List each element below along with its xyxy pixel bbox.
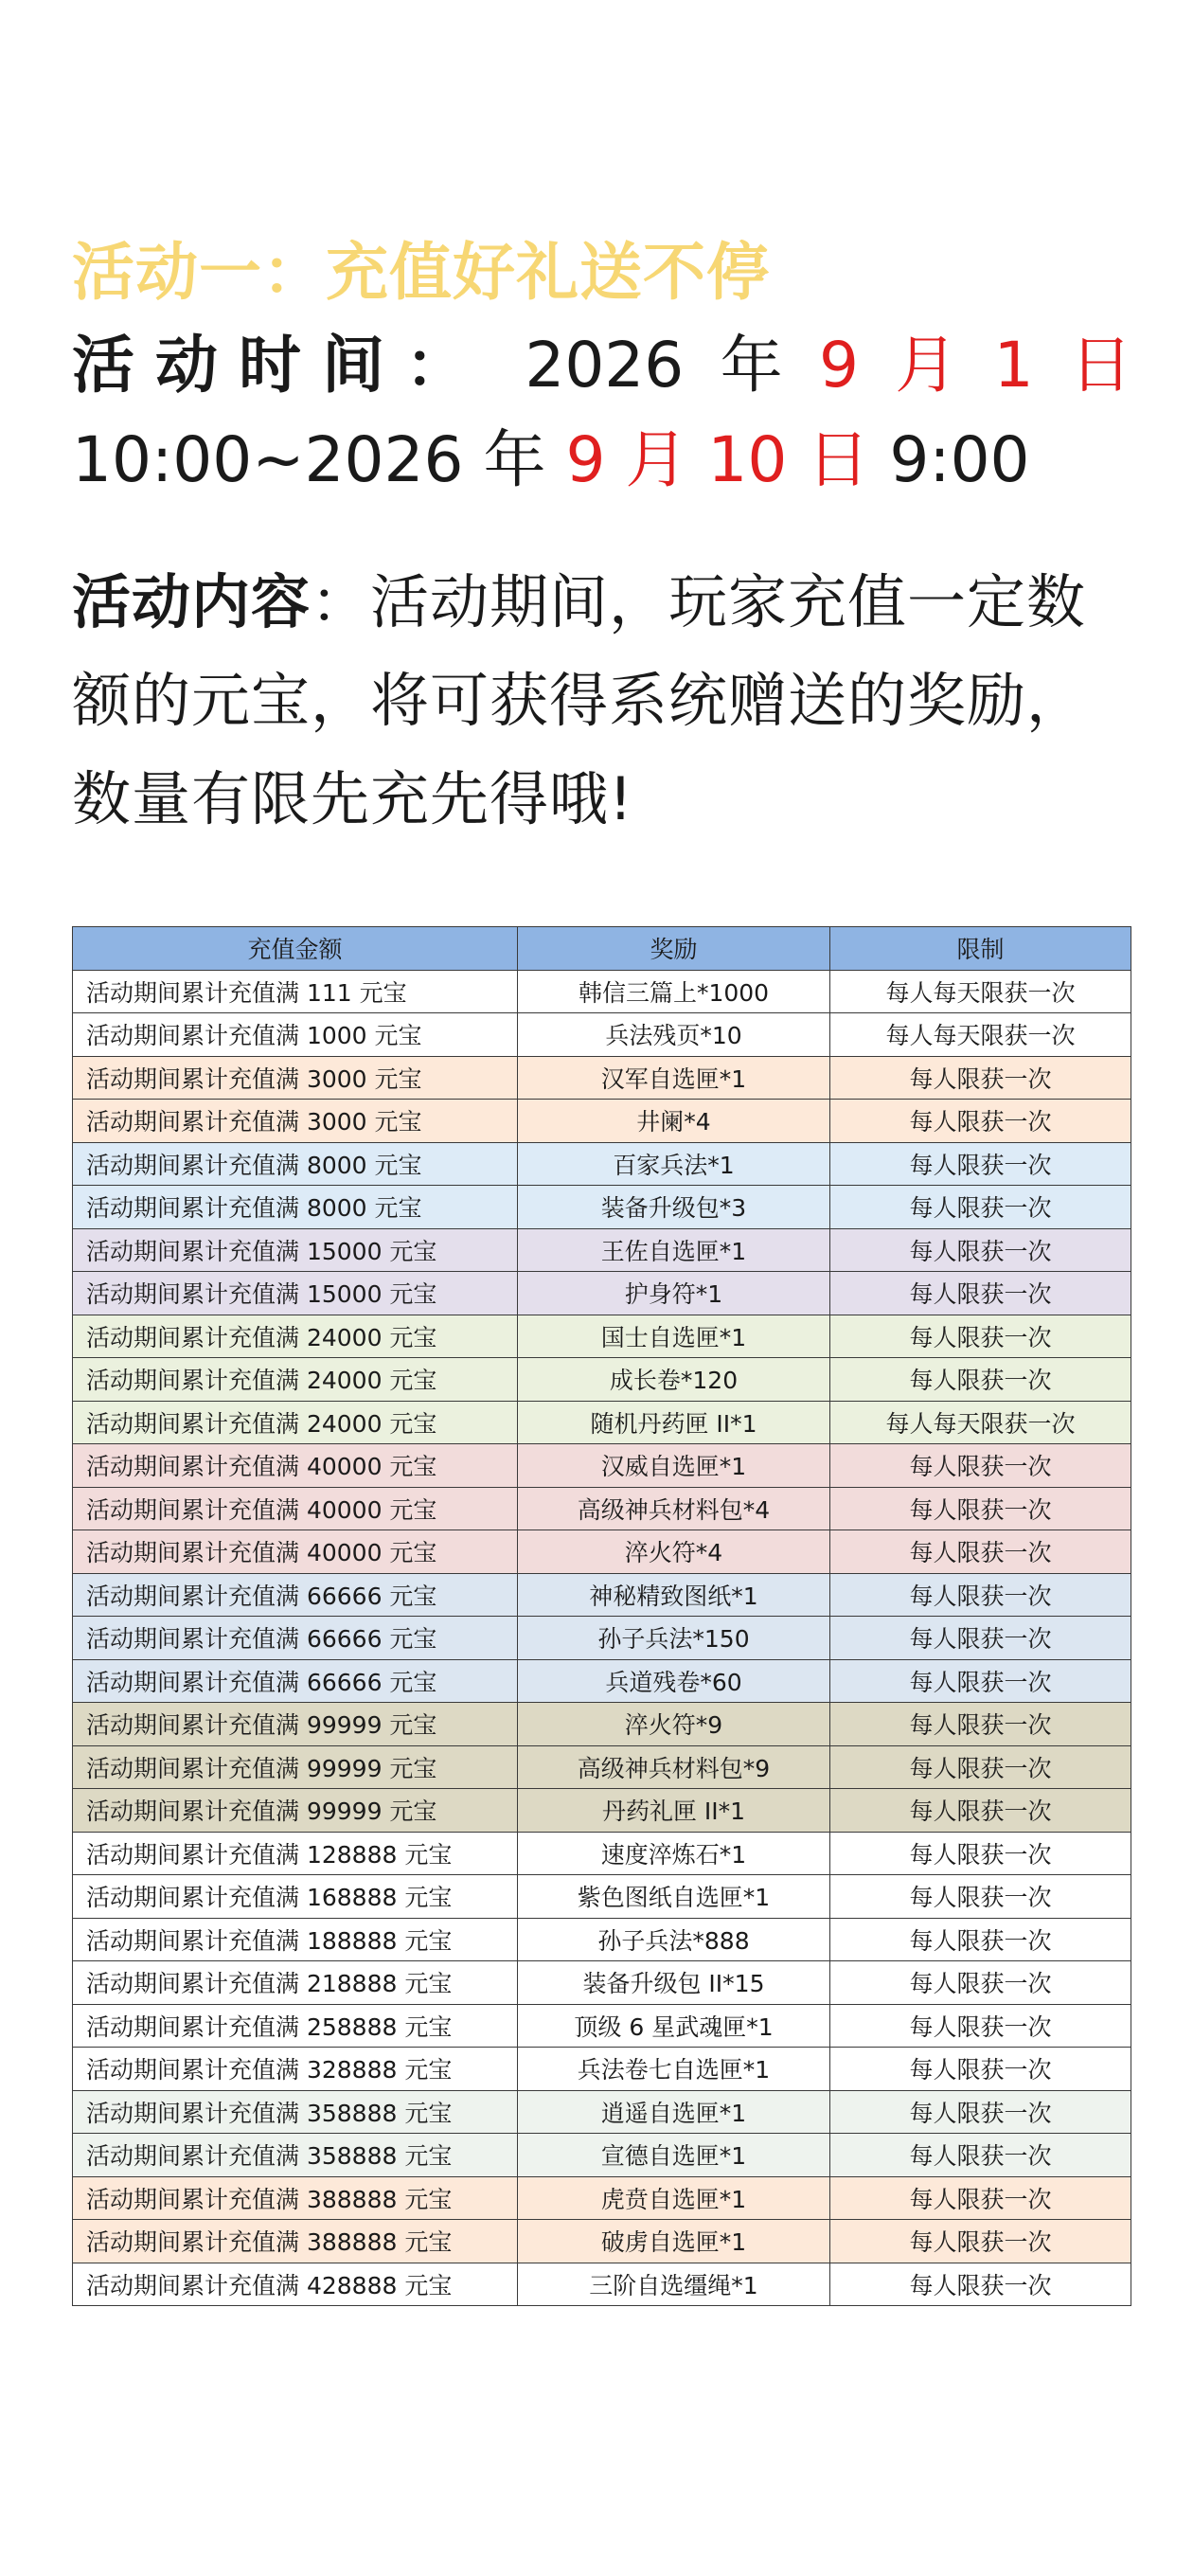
reward-cell: 三阶自选缰绳*1: [518, 2263, 830, 2306]
amount-cell: 活动期间累计充值满 66666 元宝: [73, 1617, 518, 1660]
amount-cell: 活动期间累计充值满 99999 元宝: [73, 1703, 518, 1746]
table-header-row: [73, 927, 1131, 971]
limit-cell: 每人限获一次: [830, 1186, 1131, 1229]
table-row: [73, 1530, 1131, 1574]
reward-cell: 顶级 6 星武魂匣*1: [518, 2004, 830, 2048]
limit-cell: 每人限获一次: [830, 1789, 1131, 1833]
table-row: [73, 1142, 1131, 1186]
reward-cell: 高级神兵材料包*9: [518, 1745, 830, 1789]
event-info: [72, 227, 1132, 849]
table-row: [73, 1444, 1131, 1488]
table-row: [73, 1186, 1131, 1229]
reward-cell: 韩信三篇上*1000: [518, 970, 830, 1013]
table-row: [73, 1401, 1131, 1444]
amount-cell: 活动期间累计充值满 24000 元宝: [73, 1315, 518, 1358]
event-time-month: 9: [818, 329, 859, 402]
amount-cell: 活动期间累计充值满 15000 元宝: [73, 1272, 518, 1315]
table-row: [73, 2048, 1131, 2091]
reward-cell: 装备升级包 II*15: [518, 1961, 830, 2005]
header-reward: 奖励: [518, 927, 830, 971]
table-row: [73, 2263, 1131, 2306]
reward-cell: 神秘精致图纸*1: [518, 1573, 830, 1617]
limit-cell: 每人限获一次: [830, 1358, 1131, 1402]
table-row: [73, 2004, 1131, 2048]
reward-cell: 淬火符*9: [518, 1703, 830, 1746]
reward-cell: 孙子兵法*150: [518, 1617, 830, 1660]
event-time-day: 1: [993, 329, 1034, 402]
limit-cell: 每人限获一次: [830, 1659, 1131, 1703]
event-title: 活动一：充值好礼送不停: [72, 236, 770, 309]
event-time-yue: 月: [895, 329, 958, 402]
header-limit: 限制: [830, 927, 1131, 971]
reward-cell: 兵道残卷*60: [518, 1659, 830, 1703]
amount-cell: 活动期间累计充值满 3000 元宝: [73, 1056, 518, 1100]
limit-cell: 每人限获一次: [830, 1315, 1131, 1358]
table-row: [73, 2176, 1131, 2220]
amount-cell: 活动期间累计充值满 428888 元宝: [73, 2263, 518, 2306]
event-content-label: 活动内容: [72, 567, 312, 636]
table-row: [73, 1745, 1131, 1789]
reward-cell: 孙子兵法*888: [518, 1918, 830, 1961]
event-time-end: 9:00: [869, 423, 1030, 496]
event-time-line2: [72, 413, 1132, 508]
reward-cell: 护身符*1: [518, 1272, 830, 1315]
reward-table: [72, 926, 1131, 2306]
header-amount: 充值金额: [73, 927, 518, 971]
reward-cell: 百家兵法*1: [518, 1142, 830, 1186]
limit-cell: 每人限获一次: [830, 1530, 1131, 1574]
event-time-end-date: 9 月 10 日: [565, 423, 870, 496]
limit-cell: 每人每天限获一次: [830, 970, 1131, 1013]
table-row: [73, 1659, 1131, 1703]
amount-cell: 活动期间累计充值满 111 元宝: [73, 970, 518, 1013]
limit-cell: 每人每天限获一次: [830, 1401, 1131, 1444]
amount-cell: 活动期间累计充值满 1000 元宝: [73, 1013, 518, 1057]
reward-cell: 紫色图纸自选匣*1: [518, 1875, 830, 1919]
reward-cell: 汉军自选匣*1: [518, 1056, 830, 1100]
amount-cell: 活动期间累计充值满 40000 元宝: [73, 1530, 518, 1574]
limit-cell: 每人限获一次: [830, 1573, 1131, 1617]
limit-cell: 每人限获一次: [830, 1745, 1131, 1789]
table-row: [73, 970, 1131, 1013]
table-row: [73, 1100, 1131, 1143]
amount-cell: 活动期间累计充值满 66666 元宝: [73, 1573, 518, 1617]
amount-cell: 活动期间累计充值满 24000 元宝: [73, 1358, 518, 1402]
limit-cell: 每人限获一次: [830, 1703, 1131, 1746]
table-row: [73, 2090, 1131, 2134]
amount-cell: 活动期间累计充值满 40000 元宝: [73, 1444, 518, 1488]
limit-cell: 每人限获一次: [830, 1961, 1131, 2005]
event-content: [72, 553, 1132, 849]
limit-cell: 每人限获一次: [830, 1617, 1131, 1660]
table-row: [73, 1228, 1131, 1272]
table-row: [73, 1789, 1131, 1833]
event-time-start: 10:00~2026 年: [72, 423, 566, 496]
limit-cell: 每人限获一次: [830, 2090, 1131, 2134]
reward-cell: 丹药礼匣 II*1: [518, 1789, 830, 1833]
table-row: [73, 1832, 1131, 1875]
amount-cell: 活动期间累计充值满 328888 元宝: [73, 2048, 518, 2091]
event-content-text: ：活动期间，玩家充值一定数额的元宝，将可获得系统赠送的奖励，数量有限先充先得哦!: [72, 567, 1087, 833]
limit-cell: 每人限获一次: [830, 2176, 1131, 2220]
event-time-label: 活动时间：: [72, 329, 489, 402]
table-row: [73, 2220, 1131, 2263]
reward-cell: 兵法卷七自选匣*1: [518, 2048, 830, 2091]
event-time-nian: 年: [720, 329, 783, 402]
reward-cell: 破虏自选匣*1: [518, 2220, 830, 2263]
limit-cell: 每人限获一次: [830, 1100, 1131, 1143]
limit-cell: 每人限获一次: [830, 2134, 1131, 2177]
amount-cell: 活动期间累计充值满 218888 元宝: [73, 1961, 518, 2005]
limit-cell: 每人限获一次: [830, 1228, 1131, 1272]
amount-cell: 活动期间累计充值满 388888 元宝: [73, 2220, 518, 2263]
table-row: [73, 1961, 1131, 2005]
reward-cell: 虎贲自选匣*1: [518, 2176, 830, 2220]
amount-cell: 活动期间累计充值满 15000 元宝: [73, 1228, 518, 1272]
reward-cell: 兵法残页*10: [518, 1013, 830, 1057]
limit-cell: 每人限获一次: [830, 1875, 1131, 1919]
limit-cell: 每人限获一次: [830, 2220, 1131, 2263]
amount-cell: 活动期间累计充值满 24000 元宝: [73, 1401, 518, 1444]
table-row: [73, 1315, 1131, 1358]
reward-cell: 装备升级包*3: [518, 1186, 830, 1229]
amount-cell: 活动期间累计充值满 66666 元宝: [73, 1659, 518, 1703]
table-row: [73, 1918, 1131, 1961]
table-row: [73, 2134, 1131, 2177]
limit-cell: 每人每天限获一次: [830, 1013, 1131, 1057]
limit-cell: 每人限获一次: [830, 1056, 1131, 1100]
amount-cell: 活动期间累计充值满 3000 元宝: [73, 1100, 518, 1143]
amount-cell: 活动期间累计充值满 99999 元宝: [73, 1745, 518, 1789]
table-row: [73, 1013, 1131, 1057]
table-row: [73, 1487, 1131, 1530]
table-row: [73, 1875, 1131, 1919]
table-row: [73, 1573, 1131, 1617]
amount-cell: 活动期间累计充值满 99999 元宝: [73, 1789, 518, 1833]
reward-cell: 王佐自选匣*1: [518, 1228, 830, 1272]
reward-cell: 随机丹药匣 II*1: [518, 1401, 830, 1444]
reward-cell: 逍遥自选匣*1: [518, 2090, 830, 2134]
table-row: [73, 1617, 1131, 1660]
reward-cell: 汉威自选匣*1: [518, 1444, 830, 1488]
reward-cell: 宣德自选匣*1: [518, 2134, 830, 2177]
table-row: [73, 1703, 1131, 1746]
amount-cell: 活动期间累计充值满 128888 元宝: [73, 1832, 518, 1875]
reward-table-body: [73, 970, 1131, 2306]
amount-cell: 活动期间累计充值满 358888 元宝: [73, 2134, 518, 2177]
reward-cell: 成长卷*120: [518, 1358, 830, 1402]
table-row: [73, 1358, 1131, 1402]
limit-cell: 每人限获一次: [830, 1487, 1131, 1530]
amount-cell: 活动期间累计充值满 8000 元宝: [73, 1142, 518, 1186]
table-row: [73, 1056, 1131, 1100]
limit-cell: 每人限获一次: [830, 2048, 1131, 2091]
event-time-line1: [72, 318, 1132, 413]
amount-cell: 活动期间累计充值满 8000 元宝: [73, 1186, 518, 1229]
reward-cell: 国士自选匣*1: [518, 1315, 830, 1358]
amount-cell: 活动期间累计充值满 40000 元宝: [73, 1487, 518, 1530]
amount-cell: 活动期间累计充值满 258888 元宝: [73, 2004, 518, 2048]
limit-cell: 每人限获一次: [830, 2263, 1131, 2306]
limit-cell: 每人限获一次: [830, 2004, 1131, 2048]
reward-cell: 速度淬炼石*1: [518, 1832, 830, 1875]
amount-cell: 活动期间累计充值满 168888 元宝: [73, 1875, 518, 1919]
limit-cell: 每人限获一次: [830, 1444, 1131, 1488]
reward-cell: 高级神兵材料包*4: [518, 1487, 830, 1530]
reward-cell: 井阑*4: [518, 1100, 830, 1143]
amount-cell: 活动期间累计充值满 358888 元宝: [73, 2090, 518, 2134]
amount-cell: 活动期间累计充值满 188888 元宝: [73, 1918, 518, 1961]
event-time-ri: 日: [1069, 329, 1132, 402]
event-time-year: 2026: [525, 329, 685, 402]
reward-cell: 淬火符*4: [518, 1530, 830, 1574]
limit-cell: 每人限获一次: [830, 1918, 1131, 1961]
limit-cell: 每人限获一次: [830, 1272, 1131, 1315]
limit-cell: 每人限获一次: [830, 1142, 1131, 1186]
amount-cell: 活动期间累计充值满 388888 元宝: [73, 2176, 518, 2220]
limit-cell: 每人限获一次: [830, 1832, 1131, 1875]
table-row: [73, 1272, 1131, 1315]
